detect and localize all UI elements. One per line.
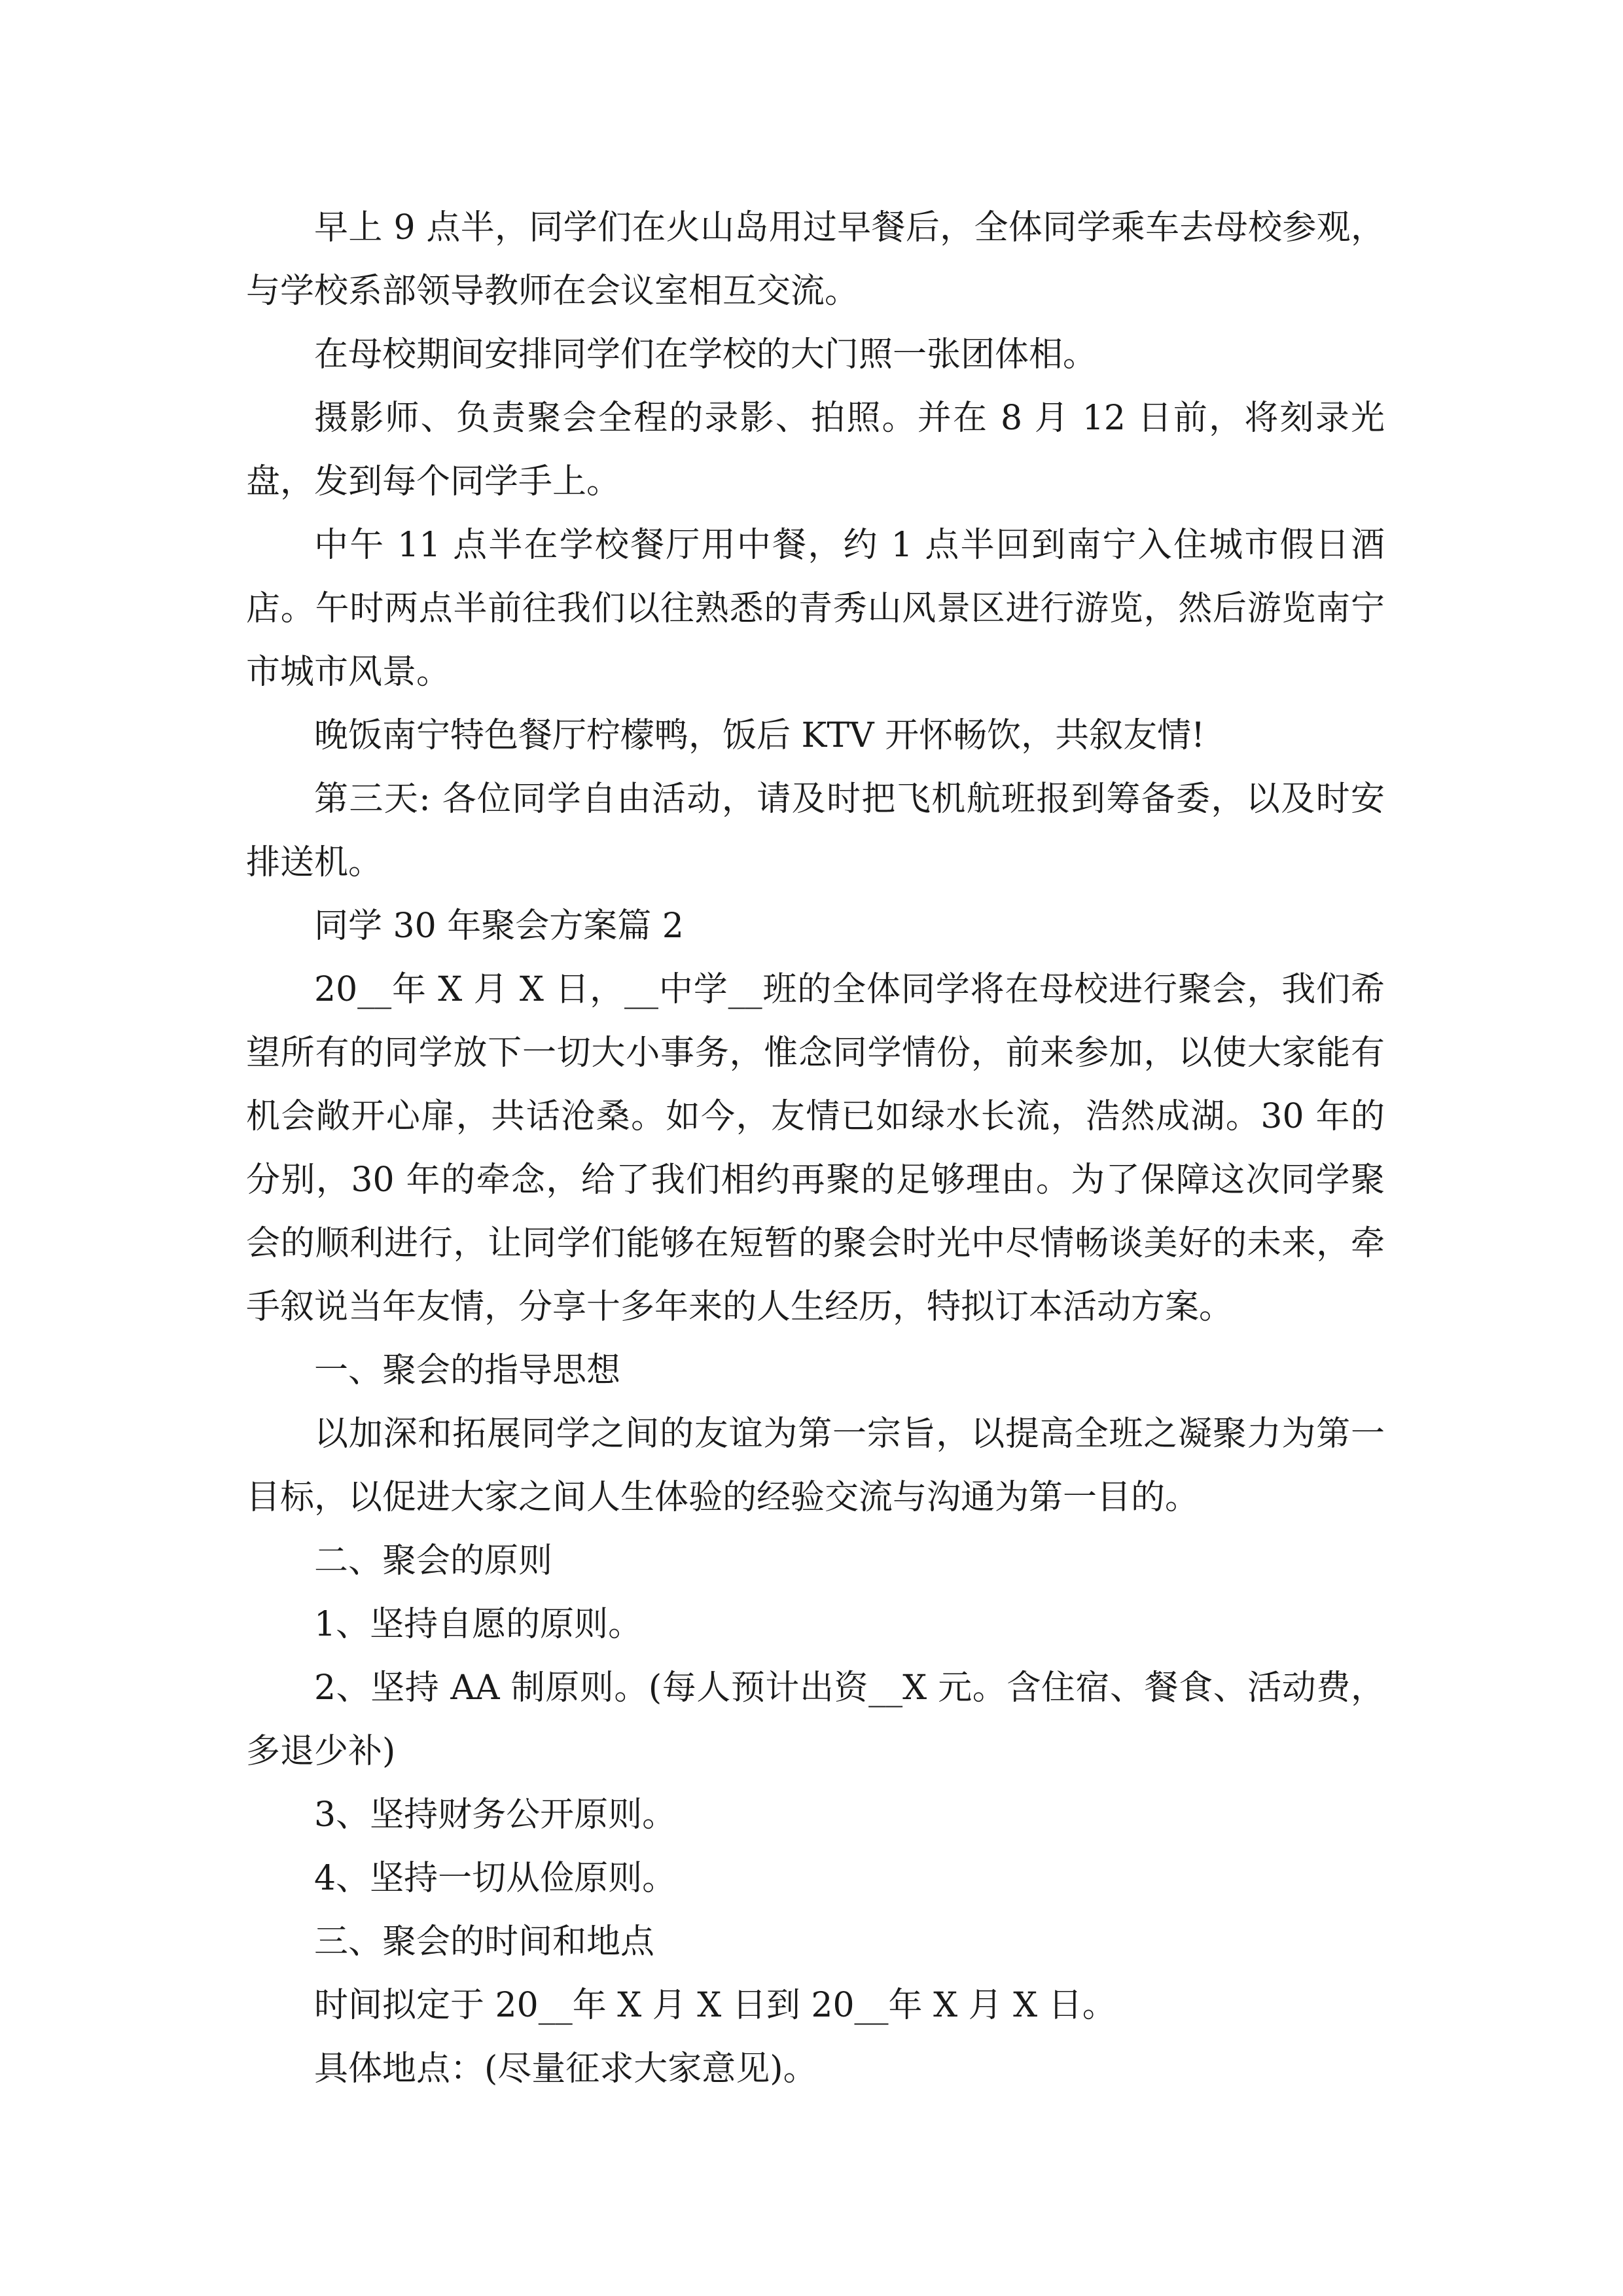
principle-item-4: 4、坚持一切从俭原则。 [314,1859,677,1898]
paragraph-guiding-thought: 以加深和拓展同学之间的友谊为第一宗旨，以提高全班之凝聚力为第一目标，以促进大家之间人生体验的经验交流与沟通为第一目的。 [246,1414,1385,1517]
paragraph-group-photo: 在母校期间安排同学们在学校的大门照一张团体相。 [314,335,1097,374]
document-body [246,196,1385,2101]
paragraph-photographer: 摄影师、负责聚会全程的录影、拍照。并在 8 月 12 日前，将刻录光盘，发到每个同学手上。 [246,399,1385,501]
paragraph-time: 时间拟定于 20__年 X 月 X 日到 20__年 X 月 X 日。 [314,1986,1116,2025]
principle-item-2: 2、坚持 AA 制原则。(每人预计出资__X 元。含住宿、餐食、活动费，多退少补) [246,1668,1385,1771]
heading-time-location: 三、聚会的时间和地点 [314,1922,655,1962]
paragraph-introduction: 20__年 X 月 X 日，__中学__班的全体同学将在母校进行聚会，我们希望所有的同学放下一切大小事务，惟念同学情份，前来参加，以使大家能有机会敞开心扉，共话沧桑。如今，友情已如绿水长流，浩然成湖。30 年的分别，30 年的牵念，给了我们相约再聚的足够理由。为了保障这次同学聚会的顺利进行，让同学们能够在短暂的聚会时光中尽情畅谈美好的未来，牵手叙说当年友情，分享十多年来的人生经历，特拟订本活动方案。 [246,970,1385,1327]
principle-item-3: 3、坚持财务公开原则。 [314,1795,677,1835]
paragraph-dinner: 晚饭南宁特色餐厅柠檬鸭，饭后 KTV 开怀畅饮，共叙友情! [314,716,1205,755]
heading-guiding-thought: 一、聚会的指导思想 [314,1351,621,1390]
principle-item-1: 1、坚持自愿的原则。 [314,1605,643,1644]
paragraph-lunch-tour: 中午 11 点半在学校餐厅用中餐，约 1 点半回到南宁入住城市假日酒店。午时两点半前往我们以往熟悉的青秀山风景区进行游览，然后游览南宁市城市风景。 [246,526,1385,692]
paragraph-breakfast-visit: 早上 9 点半，同学们在火山岛用过早餐后，全体同学乘车去母校参观，与学校系部领导教师在会议室相互交流。 [246,208,1385,311]
paragraph-day-three: 第三天: 各位同学自由活动，请及时把飞机航班报到筹备委，以及时安排送机。 [246,780,1385,882]
section-title-plan-2: 同学 30 年聚会方案篇 2 [314,906,684,946]
heading-principles: 二、聚会的原则 [314,1541,553,1581]
paragraph-location: 具体地点：(尽量征求大家意见)。 [314,2049,817,2089]
